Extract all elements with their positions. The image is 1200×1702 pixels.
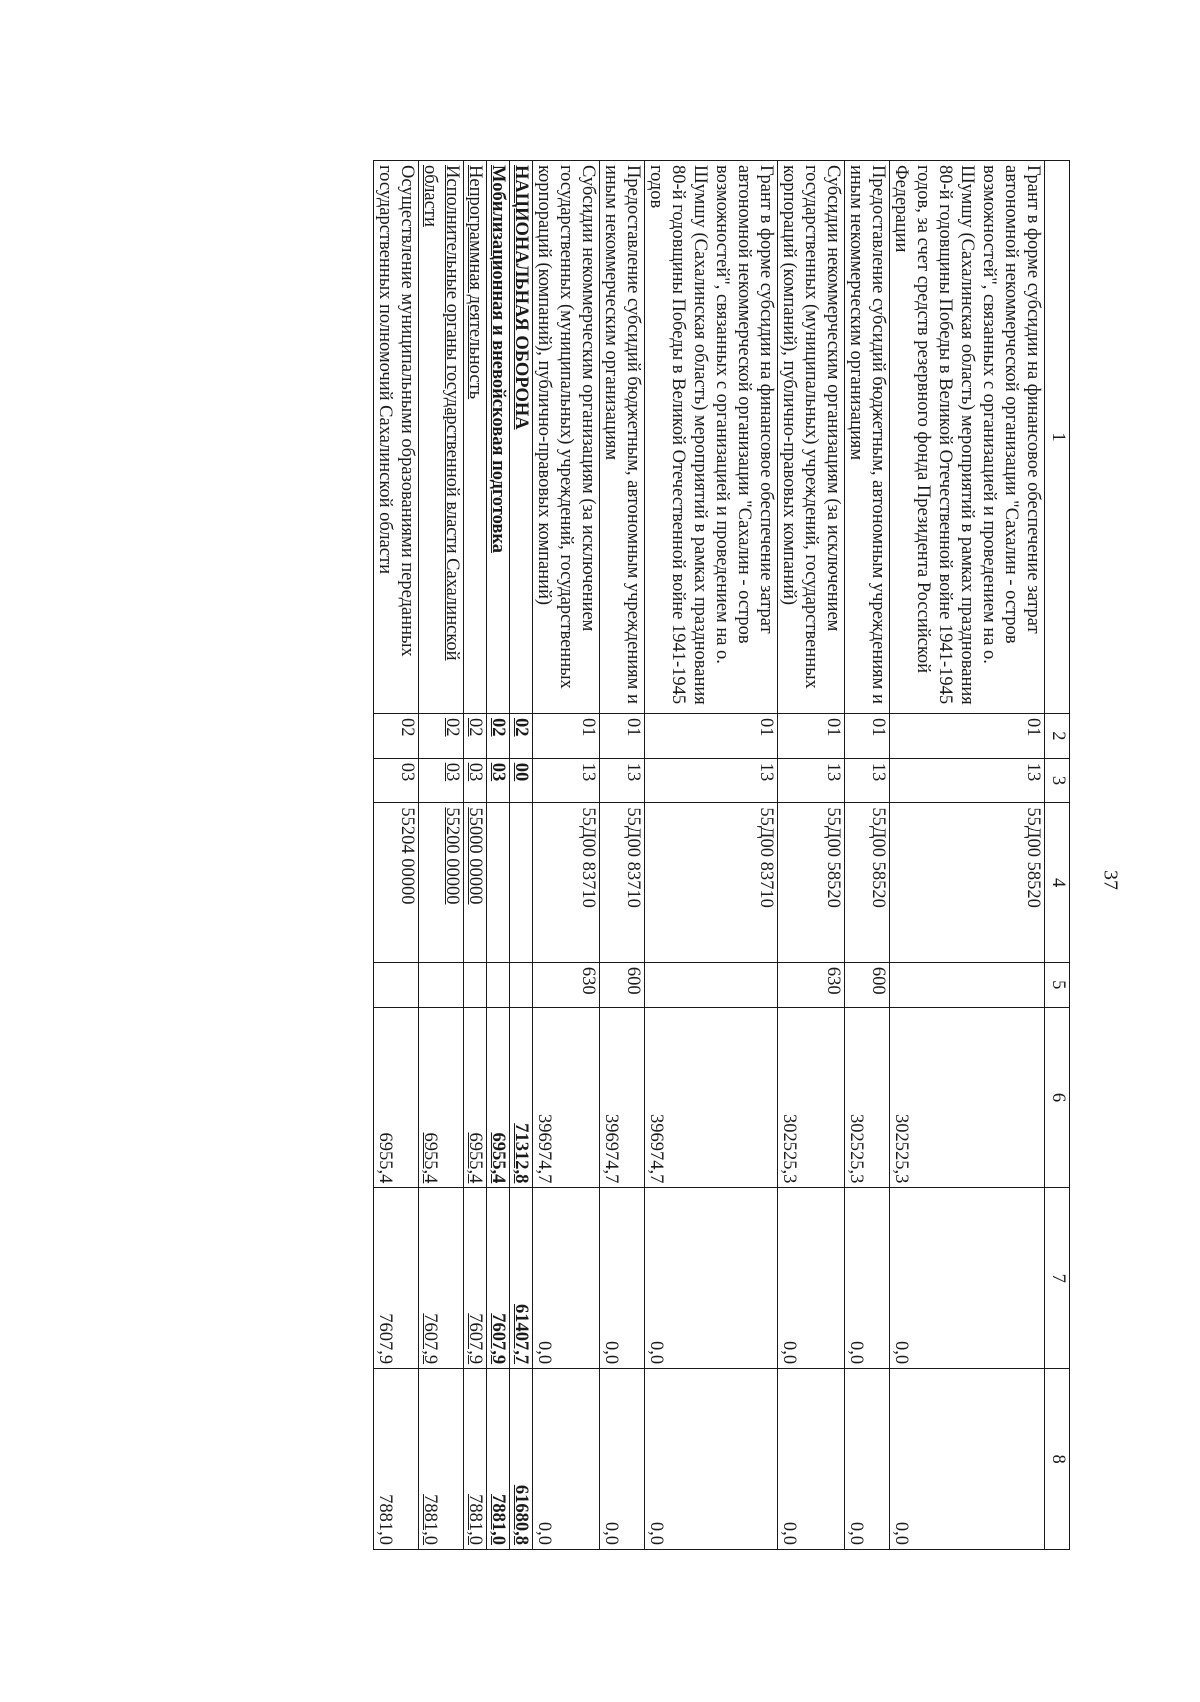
row-target-article: 55Д00 58520 [778, 803, 845, 963]
table-row [845, 161, 890, 1550]
row-subsection: 03 [419, 758, 464, 803]
table-row [464, 161, 487, 1550]
row-expense-type: 600 [845, 962, 890, 1007]
table-row [533, 161, 600, 1550]
row-amount-year-1: 396974,7 [533, 1007, 600, 1188]
header-col-7: 7 [1045, 1188, 1070, 1369]
row-amount-year-1: 71312,8 [510, 1007, 533, 1188]
row-section: 01 [533, 714, 600, 759]
row-subsection: 03 [487, 758, 510, 803]
row-name: Субсидии некоммерческим организациям (за исключением государственных (муниципальных) учреждений, государственных корпораций (компаний), публично-правовых компаний) [778, 161, 845, 714]
row-subsection: 13 [778, 758, 845, 803]
header-col-8: 8 [1045, 1369, 1070, 1550]
row-expense-type [645, 962, 778, 1007]
row-name: Предоставление субсидий бюджетным, автономным учреждениям и иным некоммерческим организациям [600, 161, 645, 714]
row-amount-year-1: 6955,4 [487, 1007, 510, 1188]
row-name: Непрограммная деятельность [464, 161, 487, 714]
row-target-article: 55204 00000 [374, 803, 419, 963]
row-amount-year-3: 7881,0 [374, 1369, 419, 1550]
row-amount-year-3: 0,0 [600, 1369, 645, 1550]
row-subsection: 00 [510, 758, 533, 803]
row-amount-year-2: 7607,9 [464, 1188, 487, 1369]
row-amount-year-2: 0,0 [778, 1188, 845, 1369]
row-target-article: 55000 00000 [464, 803, 487, 963]
row-amount-year-2: 61407,7 [510, 1188, 533, 1369]
budget-table [373, 160, 1070, 1550]
table-row [645, 161, 778, 1550]
table-row [600, 161, 645, 1550]
row-amount-year-3: 7881,0 [487, 1369, 510, 1550]
row-expense-type [464, 962, 487, 1007]
row-target-article: 55200 00000 [419, 803, 464, 963]
row-section: 01 [778, 714, 845, 759]
row-expense-type: 630 [778, 962, 845, 1007]
row-subsection: 03 [464, 758, 487, 803]
row-name: НАЦИОНАЛЬНАЯ ОБОРОНА [510, 161, 533, 714]
table-row [419, 161, 464, 1550]
row-subsection: 13 [645, 758, 778, 803]
header-col-2: 2 [1045, 714, 1070, 759]
table-row [487, 161, 510, 1550]
budget-table-container [150, 160, 1070, 1550]
row-name: Мобилизационная и вневойсковая подготовка [487, 161, 510, 714]
row-section: 01 [645, 714, 778, 759]
row-section: 01 [600, 714, 645, 759]
table-row [510, 161, 533, 1550]
table-row [890, 161, 1045, 1550]
row-amount-year-1: 396974,7 [645, 1007, 778, 1188]
row-target-article [510, 803, 533, 963]
row-amount-year-1: 6955,4 [464, 1007, 487, 1188]
row-expense-type [419, 962, 464, 1007]
row-amount-year-1: 302525,3 [890, 1007, 1045, 1188]
header-row [1045, 161, 1070, 1550]
page-number: 37 [1099, 870, 1122, 890]
row-amount-year-2: 0,0 [533, 1188, 600, 1369]
row-amount-year-3: 0,0 [778, 1369, 845, 1550]
header-col-4: 4 [1045, 803, 1070, 963]
header-col-3: 3 [1045, 758, 1070, 803]
header-col-6: 6 [1045, 1007, 1070, 1188]
row-name: Исполнительные органы государственной власти Сахалинской области [419, 161, 464, 714]
row-section: 02 [487, 714, 510, 759]
row-amount-year-1: 302525,3 [845, 1007, 890, 1188]
row-name: Предоставление субсидий бюджетным, автономным учреждениям и иным некоммерческим организациям [845, 161, 890, 714]
row-amount-year-1: 6955,4 [419, 1007, 464, 1188]
header-col-5: 5 [1045, 962, 1070, 1007]
row-target-article: 55Д00 83710 [600, 803, 645, 963]
row-expense-type [374, 962, 419, 1007]
row-amount-year-1: 396974,7 [600, 1007, 645, 1188]
table-row [374, 161, 419, 1550]
row-subsection: 03 [374, 758, 419, 803]
row-amount-year-3: 7881,0 [419, 1369, 464, 1550]
row-subsection: 13 [890, 758, 1045, 803]
row-amount-year-3: 7881,0 [464, 1369, 487, 1550]
row-target-article: 55Д00 58520 [845, 803, 890, 963]
table-body [374, 161, 1045, 1550]
row-amount-year-2: 0,0 [600, 1188, 645, 1369]
row-target-article: 55Д00 83710 [533, 803, 600, 963]
row-amount-year-3: 0,0 [645, 1369, 778, 1550]
row-target-article [487, 803, 510, 963]
row-amount-year-3: 0,0 [845, 1369, 890, 1550]
row-amount-year-2: 7607,9 [374, 1188, 419, 1369]
row-expense-type [487, 962, 510, 1007]
row-name: Субсидии некоммерческим организациям (за исключением государственных (муниципальных) учреждений, государственных корпораций (компаний), публично-правовых компаний) [533, 161, 600, 714]
row-section: 02 [374, 714, 419, 759]
row-name: Грант в форме субсидии на финансовое обеспечение затрат автономной некоммерческой организации "Сахалин - остров возможностей", связанных с организацией и проведением на о. Шумшу (Сахалинская область) мероприятий в рамках празднования 80-й годовщины Победы в Великой Отечественной войне 1941-1945 годов [645, 161, 778, 714]
row-expense-type [510, 962, 533, 1007]
row-amount-year-3: 0,0 [533, 1369, 600, 1550]
row-subsection: 13 [600, 758, 645, 803]
row-expense-type: 630 [533, 962, 600, 1007]
header-col-1: 1 [1045, 161, 1070, 714]
row-expense-type: 600 [600, 962, 645, 1007]
row-target-article: 55Д00 83710 [645, 803, 778, 963]
row-section: 01 [845, 714, 890, 759]
row-target-article: 55Д00 58520 [890, 803, 1045, 963]
row-expense-type [890, 962, 1045, 1007]
row-amount-year-3: 0,0 [890, 1369, 1045, 1550]
row-section: 02 [419, 714, 464, 759]
row-subsection: 13 [845, 758, 890, 803]
row-amount-year-1: 302525,3 [778, 1007, 845, 1188]
row-name: Осуществление муниципальными образованиями переданных государственных полномочий Сахалинской области [374, 161, 419, 714]
row-amount-year-2: 7607,9 [487, 1188, 510, 1369]
row-section: 01 [890, 714, 1045, 759]
row-amount-year-1: 6955,4 [374, 1007, 419, 1188]
table-row [778, 161, 845, 1550]
row-amount-year-2: 7607,9 [419, 1188, 464, 1369]
row-amount-year-2: 0,0 [845, 1188, 890, 1369]
row-section: 02 [464, 714, 487, 759]
row-amount-year-3: 61680,8 [510, 1369, 533, 1550]
row-section: 02 [510, 714, 533, 759]
row-subsection: 13 [533, 758, 600, 803]
row-amount-year-2: 0,0 [645, 1188, 778, 1369]
row-name: Грант в форме субсидии на финансовое обеспечение затрат автономной некоммерческой организации "Сахалин - остров возможностей", связанных с организацией и проведением на о. Шумшу (Сахалинская область) мероприятий в рамках празднования 80-й годовщины Победы в Великой Отечественной войне 1941-1945 годов, за счет средств резервного фонда Президента Российской Федерации [890, 161, 1045, 714]
row-amount-year-2: 0,0 [890, 1188, 1045, 1369]
